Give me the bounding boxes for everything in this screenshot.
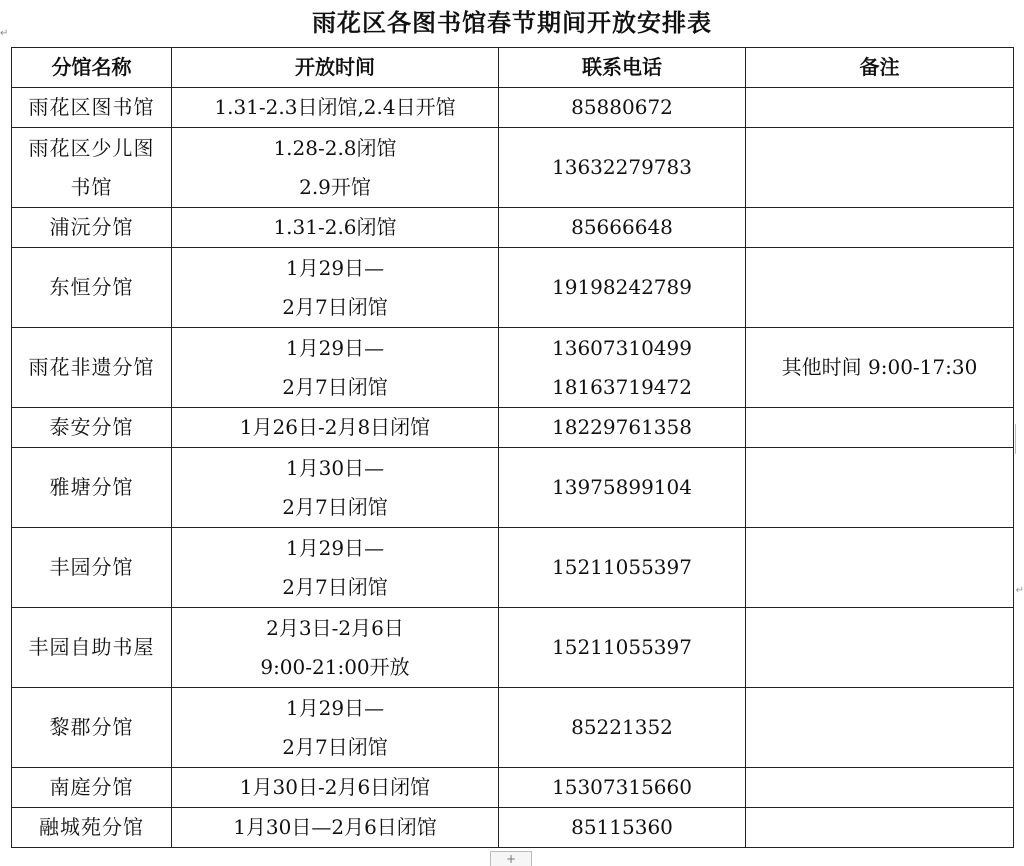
phone-cell-line: 13975899104 — [552, 475, 692, 499]
branch-name-cell-line: 浦沅分馆 — [49, 215, 134, 239]
note-cell — [746, 528, 1014, 608]
open-time-cell — [172, 608, 499, 688]
note-cell — [746, 808, 1014, 848]
phone-cell — [499, 808, 746, 848]
branch-name-cell — [12, 528, 172, 608]
phone-cell — [499, 408, 746, 448]
phone-cell — [499, 128, 746, 208]
branch-name-cell-line: 黎郡分馆 — [49, 715, 134, 739]
paragraph-mark-icon: ↵ — [1015, 585, 1024, 596]
add-row-button[interactable]: + — [490, 851, 532, 866]
phone-cell — [499, 448, 746, 528]
branch-name-cell — [12, 328, 172, 408]
table-row — [12, 208, 1014, 248]
branch-name-cell-line: 书馆 — [70, 174, 113, 199]
note-cell — [746, 768, 1014, 808]
open-time-cell-line: 1月30日— — [285, 455, 385, 480]
branch-name-cell-line: 雨花区少儿图 — [28, 135, 155, 160]
branch-name-cell-line: 东恒分馆 — [49, 275, 134, 299]
open-time-cell-line: 1月30日-2月6日闭馆 — [239, 775, 431, 799]
open-time-cell-line: 9:00-21:00开放 — [260, 654, 410, 679]
branch-name-cell — [12, 808, 172, 848]
branch-name-cell — [12, 248, 172, 328]
phone-cell — [499, 328, 746, 408]
phone-cell — [499, 608, 746, 688]
phone-cell-line: 85666648 — [571, 215, 673, 239]
open-time-cell — [172, 448, 499, 528]
open-time-cell-line: 1.28-2.8闭馆 — [273, 135, 397, 160]
table-row — [12, 528, 1014, 608]
phone-cell-line: 19198242789 — [552, 275, 692, 299]
phone-cell — [499, 768, 746, 808]
open-time-cell-line: 2月3日-2月6日 — [266, 615, 404, 640]
note-cell — [746, 248, 1014, 328]
table-row — [12, 688, 1014, 768]
note-cell — [746, 448, 1014, 528]
phone-cell — [499, 248, 746, 328]
table-row — [12, 128, 1014, 208]
phone-cell-line: 15307315660 — [552, 775, 692, 799]
open-time-cell-line: 1月29日— — [285, 535, 385, 560]
branch-name-cell-line: 雨花区图书馆 — [28, 95, 155, 119]
note-cell — [746, 88, 1014, 128]
branch-name-cell — [12, 448, 172, 528]
scroll-edge-marker — [1015, 424, 1024, 454]
open-time-cell-line: 2.9开馆 — [299, 174, 371, 199]
table-row — [12, 88, 1014, 128]
open-time-cell-line: 2月7日闭馆 — [282, 734, 388, 759]
phone-cell — [499, 688, 746, 768]
phone-cell-line: 18229761358 — [552, 415, 692, 439]
table-row — [12, 248, 1014, 328]
branch-name-cell-line: 雅塘分馆 — [49, 475, 134, 499]
phone-cell-line: 85221352 — [571, 715, 673, 739]
phone-cell-line: 15211055397 — [552, 555, 692, 579]
open-time-cell-line: 1.31-2.6闭馆 — [273, 215, 397, 239]
branch-name-cell-line: 泰安分馆 — [49, 415, 134, 439]
branch-name-cell-line: 雨花非遗分馆 — [28, 355, 155, 379]
phone-cell-line: 18163719472 — [552, 374, 692, 399]
open-time-cell-line: 1月29日— — [285, 255, 385, 280]
phone-cell — [499, 208, 746, 248]
open-time-cell — [172, 808, 499, 848]
note-cell — [746, 128, 1014, 208]
header-phone: 联系电话 — [499, 48, 746, 88]
header-open-time: 开放时间 — [172, 48, 499, 88]
branch-name-cell-line: 丰园自助书屋 — [28, 635, 155, 659]
page-title: 雨花区各图书馆春节期间开放安排表 — [312, 9, 712, 37]
table-row — [12, 808, 1014, 848]
phone-cell — [499, 528, 746, 608]
open-time-cell-line: 2月7日闭馆 — [282, 374, 388, 399]
phone-cell-line: 15211055397 — [552, 635, 692, 659]
open-time-cell — [172, 88, 499, 128]
table-body — [12, 88, 1014, 848]
phone-cell-line: 85115360 — [571, 815, 673, 839]
table-row — [12, 408, 1014, 448]
open-time-cell-line: 2月7日闭馆 — [282, 294, 388, 319]
open-time-cell — [172, 328, 499, 408]
paragraph-mark-icon: ↵ — [0, 28, 9, 39]
table-row — [12, 328, 1014, 408]
branch-name-cell — [12, 208, 172, 248]
header-note: 备注 — [746, 48, 1014, 88]
open-time-cell — [172, 688, 499, 768]
note-cell — [746, 688, 1014, 768]
branch-name-cell-line: 丰园分馆 — [49, 555, 134, 579]
phone-cell-line: 13607310499 — [552, 335, 692, 360]
table-row — [12, 768, 1014, 808]
open-time-cell-line: 2月7日闭馆 — [282, 574, 388, 599]
open-time-cell — [172, 408, 499, 448]
table-row — [12, 448, 1014, 528]
branch-name-cell-line: 融城苑分馆 — [39, 815, 144, 839]
branch-name-cell — [12, 128, 172, 208]
phone-cell-line: 13632279783 — [552, 155, 692, 179]
note-cell — [746, 208, 1014, 248]
open-time-cell — [172, 128, 499, 208]
note-cell — [746, 408, 1014, 448]
branch-name-cell — [12, 768, 172, 808]
branch-name-cell — [12, 608, 172, 688]
header-branch-name: 分馆名称 — [12, 48, 172, 88]
open-time-cell — [172, 768, 499, 808]
open-time-cell-line: 2月7日闭馆 — [282, 494, 388, 519]
table-row — [12, 608, 1014, 688]
open-time-cell-line: 1月29日— — [285, 335, 385, 360]
phone-cell — [499, 88, 746, 128]
note-cell — [746, 608, 1014, 688]
open-time-cell-line: 1月26日-2月8日闭馆 — [239, 415, 431, 439]
open-time-cell — [172, 248, 499, 328]
table-header-row — [12, 48, 1014, 88]
branch-name-cell — [12, 88, 172, 128]
branch-name-cell-line: 南庭分馆 — [49, 775, 134, 799]
open-time-cell-line: 1月30日—2月6日闭馆 — [233, 815, 437, 839]
open-time-cell — [172, 528, 499, 608]
open-time-cell-line: 1月29日— — [285, 695, 385, 720]
note-text: 其他时间 9:00-17:30 — [781, 355, 978, 379]
note-cell — [746, 328, 1014, 408]
phone-cell-line: 85880672 — [571, 95, 673, 119]
branch-name-cell — [12, 688, 172, 768]
open-time-cell-line: 1.31-2.3日闭馆,2.4日开馆 — [214, 95, 456, 119]
open-time-cell — [172, 208, 499, 248]
branch-name-cell — [12, 408, 172, 448]
schedule-table — [11, 47, 1014, 848]
